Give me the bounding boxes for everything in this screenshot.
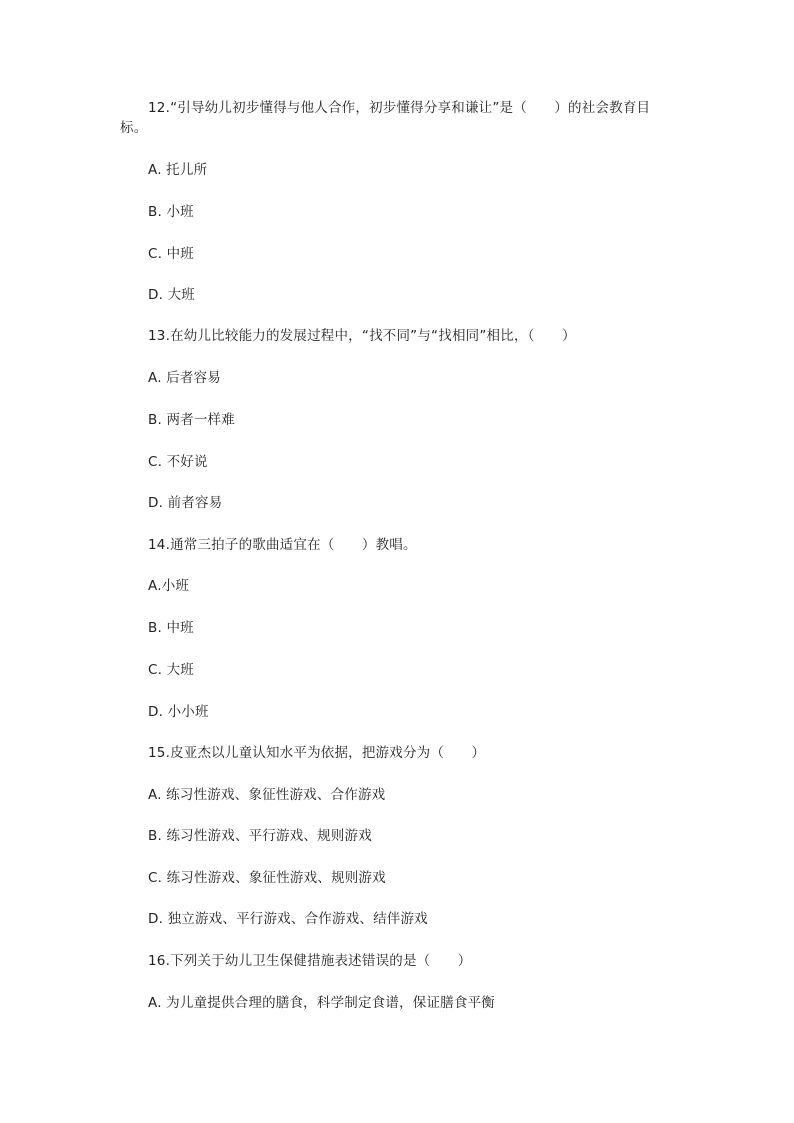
question-16-option-a: A. 为儿童提供合理的膳食，科学制定食谱，保证膳食平衡: [148, 995, 495, 1011]
question-16-stem: 16.下列关于幼儿卫生保健措施表述错误的是（ ）: [148, 953, 472, 969]
question-14-option-c: C. 大班: [148, 662, 195, 678]
question-15-stem: 15.皮亚杰以儿童认知水平为依据，把游戏分为（ ）: [148, 745, 486, 761]
question-15-option-b: B. 练习性游戏、平行游戏、规则游戏: [148, 828, 372, 844]
question-13-option-a: A. 后者容易: [148, 370, 221, 386]
question-13-option-b: B. 两者一样难: [148, 412, 235, 428]
question-12-stem-continued: 标。: [120, 120, 148, 136]
question-12-option-b: B. 小班: [148, 204, 194, 220]
question-15-option-a: A. 练习性游戏、象征性游戏、合作游戏: [148, 787, 386, 803]
question-15-option-c: C. 练习性游戏、象征性游戏、规则游戏: [148, 870, 386, 886]
question-12-option-c: C. 中班: [148, 246, 195, 262]
question-12-option-d: D. 大班: [148, 287, 195, 303]
question-14-option-b: B. 中班: [148, 620, 194, 636]
question-15-option-d: D. 独立游戏、平行游戏、合作游戏、结伴游戏: [148, 911, 428, 927]
question-14-option-d: D. 小小班: [148, 704, 209, 720]
question-14-option-a: A.小班: [148, 578, 190, 594]
question-13-stem: 13.在幼儿比较能力的发展过程中，“找不同”与“找相同”相比，（ ）: [148, 328, 576, 344]
question-12-stem: 12.“引导幼儿初步懂得与他人合作，初步懂得分享和谦让”是（ ）的社会教育目: [148, 100, 651, 116]
question-14-stem: 14.通常三拍子的歌曲适宜在（ ）教唱。: [148, 537, 417, 553]
question-13-option-c: C. 不好说: [148, 454, 208, 470]
question-12-option-a: A. 托儿所: [148, 162, 208, 178]
question-13-option-d: D. 前者容易: [148, 495, 223, 511]
